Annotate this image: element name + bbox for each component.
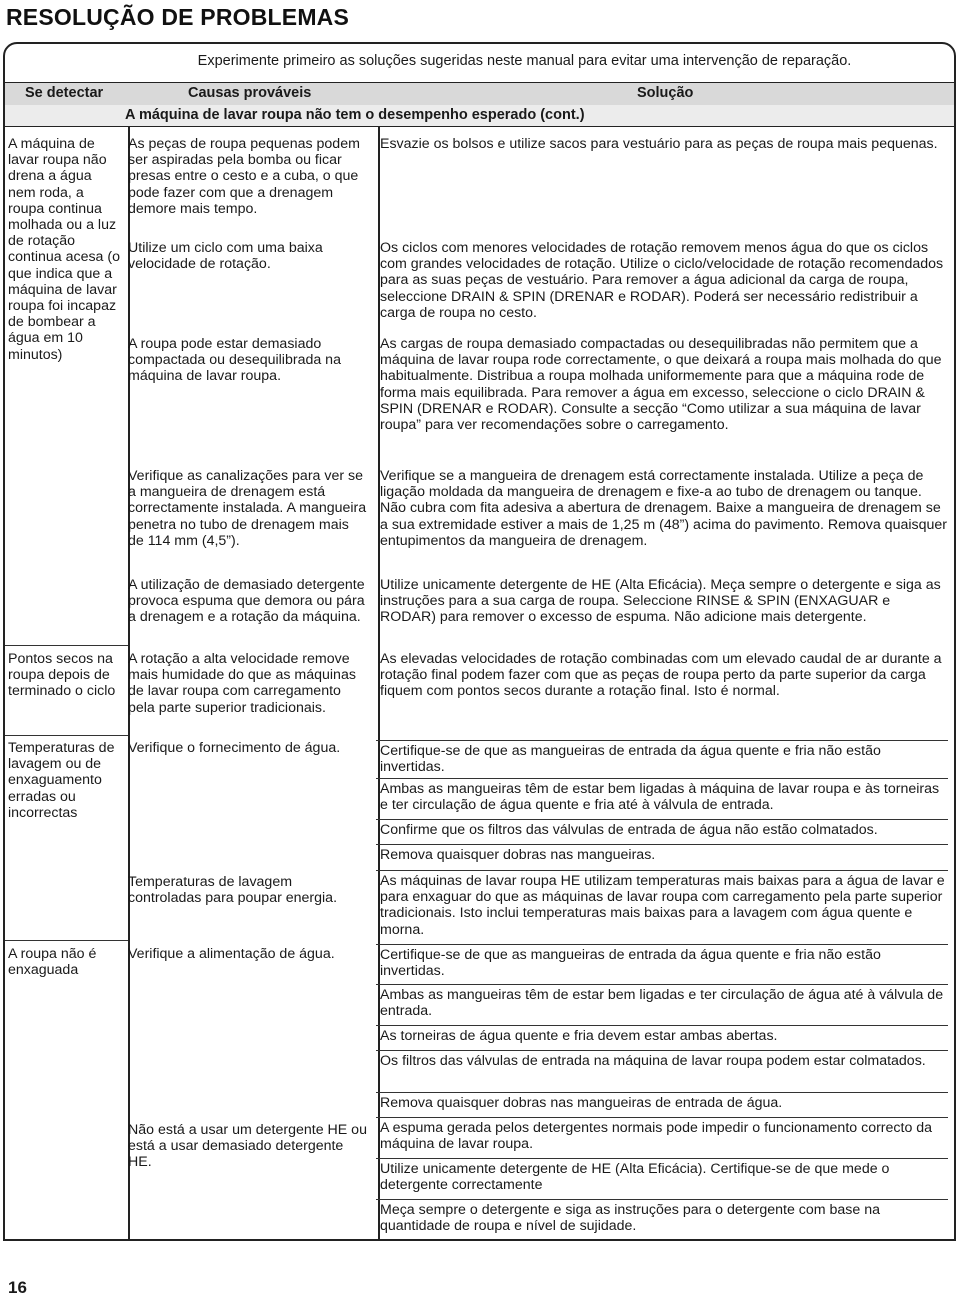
- table-header: [5, 82, 954, 106]
- solution-cell: As cargas de roupa demasiado compactadas ou desequilibradas não permitem que a máquina de lavar roupa rode correctamente, o que deixará a roupa mais molhada do que habitualmente. Distribua a roupa molhada uniformemente para que a máquina rode de forma mais equilibrada. Para remover a água em excesso, seleccione o ciclo DRAIN & SPIN (DRENAR e RODAR). Consulte a secção “Como utilizar a sua máquina de lavar roupa” para ver recomendações sobre o carregamento.: [380, 336, 942, 434]
- header-solution: Solução: [637, 85, 694, 101]
- intro-text: Experimente primeiro as soluções sugeridas neste manual para evitar uma intervenção de reparação.: [197, 53, 852, 69]
- row-divider: [5, 940, 128, 941]
- cause-cell: A utilização de demasiado detergente provoca espuma que demora ou pára a drenagem e a rotação da máquina.: [128, 577, 365, 626]
- section-title-text: A máquina de lavar roupa não tem o desempenho esperado (cont.): [125, 107, 585, 123]
- solution-cell: Verifique se a mangueira de drenagem está correctamente instalada. Utilize a peça de ligação moldada da mangueira de drenagem e fixe-a ao tubo de drenagem ou tanque. Não cubra com fita adesiva a abertura de drenagem. Baixe a mangueira de drenagem se a sua extremidade estiver a mais de 1,25 m (48”) acima do pavimento. Remova quaisquer entupimentos da mangueira de drenagem.: [380, 468, 947, 549]
- cause-cell: Verifique a alimentação de água.: [128, 946, 335, 962]
- issue-cell: Temperaturas de lavagem ou de enxaguamento erradas ou incorrectas: [8, 740, 115, 821]
- solution-cell: Utilize unicamente detergente de HE (Alta Eficácia). Meça sempre o detergente e siga as instruções para a sua carga de roupa. Seleccione RINSE & SPIN (ENXAGUAR e RODAR) para remover o excesso de espuma. Não adicione mais detergente.: [380, 577, 941, 626]
- issue-cell: A roupa não é enxaguada: [8, 946, 97, 979]
- cause-cell: Verifique as canalizações para ver se a mangueira de drenagem está correctamente instalada. A mangueira penetra no tubo de drenagem mais de 114 mm (4,5”).: [128, 468, 367, 549]
- cause-cell: A roupa pode estar demasiado compactada ou desequilibrada na máquina de lavar roupa.: [128, 336, 341, 385]
- solution-cell: As elevadas velocidades de rotação combinadas com um elevado caudal de ar durante a rotação final podem fazer com que as peças de roupa perto da parte superior da carga fiquem com pontos secos durante a rotação final. Isto é normal.: [380, 651, 942, 700]
- solution-cell: Os ciclos com menores velocidades de rotação removem menos água do que os ciclos com grandes velocidades de rotação. Utilize o ciclo/velocidade de rotação recomendados para as suas peças de vestuário. Para remover a água adicional da carga de roupa, seleccione DRAIN & SPIN (DRENAR e RODAR). Poderá ser necessário redistribuir a carga de roupa no cesto.: [380, 240, 944, 321]
- page-title: RESOLUÇÃO DE PROBLEMAS: [6, 4, 350, 30]
- solution-cell: Confirme que os filtros das válvulas de entrada de água não estão colmatados.: [376, 819, 948, 838]
- solution-cell: Remova quaisquer dobras nas mangueiras.: [376, 844, 948, 863]
- solution-cell: Certifique-se de que as mangueiras de entrada da água quente e fria não estão invertidas.: [376, 944, 948, 979]
- solution-cell: Remova quaisquer dobras nas mangueiras de entrada de água.: [376, 1092, 948, 1111]
- solution-cell: Meça sempre o detergente e siga as instruções para o detergente com base na quantidade de roupa e nível de sujidade.: [376, 1199, 948, 1234]
- section-title: [5, 105, 954, 127]
- page-number: 16: [8, 1278, 27, 1297]
- header-causes: Causas prováveis: [188, 85, 312, 101]
- cause-cell: Temperaturas de lavagem controladas para poupar energia.: [128, 874, 338, 907]
- header-detect: Se detectar: [25, 85, 104, 101]
- solution-cell: As máquinas de lavar roupa HE utilizam temperaturas mais baixas para a água de lavar e para enxaguar do que as máquinas de lavar roupa com carregamento pela parte superior tradicionais. Isto inclui temperaturas mais baixas para a lavagem com água quente e morna.: [376, 870, 948, 938]
- cause-cell: A rotação a alta velocidade remove mais humidade do que as máquinas de lavar roupa com carregamento pela parte superior tradicionais.: [128, 651, 356, 716]
- solution-cell: A espuma gerada pelos detergentes normais pode impedir o funcionamento correcto da máquina de lavar roupa.: [376, 1117, 948, 1152]
- solution-cell: Os filtros das válvulas de entrada na máquina de lavar roupa podem estar colmatados.: [376, 1050, 948, 1069]
- cause-cell: Utilize um ciclo com uma baixa velocidade de rotação.: [128, 240, 323, 273]
- cause-cell: Verifique o fornecimento de água.: [128, 740, 341, 756]
- solution-cell: Esvazie os bolsos e utilize sacos para vestuário para as peças de roupa mais pequenas.: [380, 136, 938, 152]
- solution-cell: As torneiras de água quente e fria devem estar ambas abertas.: [376, 1025, 948, 1044]
- solution-cell: Certifique-se de que as mangueiras de entrada da água quente e fria não estão invertidas.: [376, 740, 948, 775]
- row-divider: [5, 735, 128, 736]
- cause-cell: Não está a usar um detergente HE ou está a usar demasiado detergente HE.: [128, 1122, 367, 1171]
- solution-cell: Utilize unicamente detergente de HE (Alta Eficácia). Certifique-se de que mede o detergente correctamente: [376, 1158, 948, 1193]
- solution-cell: Ambas as mangueiras têm de estar bem ligadas à máquina de lavar roupa e às torneiras e ter circulação de água quente e fria até à válvula de entrada.: [376, 778, 948, 813]
- cause-cell: As peças de roupa pequenas podem ser aspiradas pela bomba ou ficar presas entre o cesto e a cuba, o que pode fazer com que a drenagem demore mais tempo.: [128, 136, 360, 217]
- issue-cell: A máquina de lavar roupa não drena a água nem roda, a roupa continua molhada ou a luz de rotação continua acesa (o que indica que a máquina de lavar roupa foi incapaz de bombear a água em 10 minutos): [8, 136, 120, 363]
- issue-cell: Pontos secos na roupa depois de terminado o ciclo: [8, 651, 116, 700]
- row-divider: [5, 645, 128, 646]
- solution-cell: Ambas as mangueiras têm de estar bem ligadas e ter circulação de água até à válvula de entrada.: [376, 984, 948, 1019]
